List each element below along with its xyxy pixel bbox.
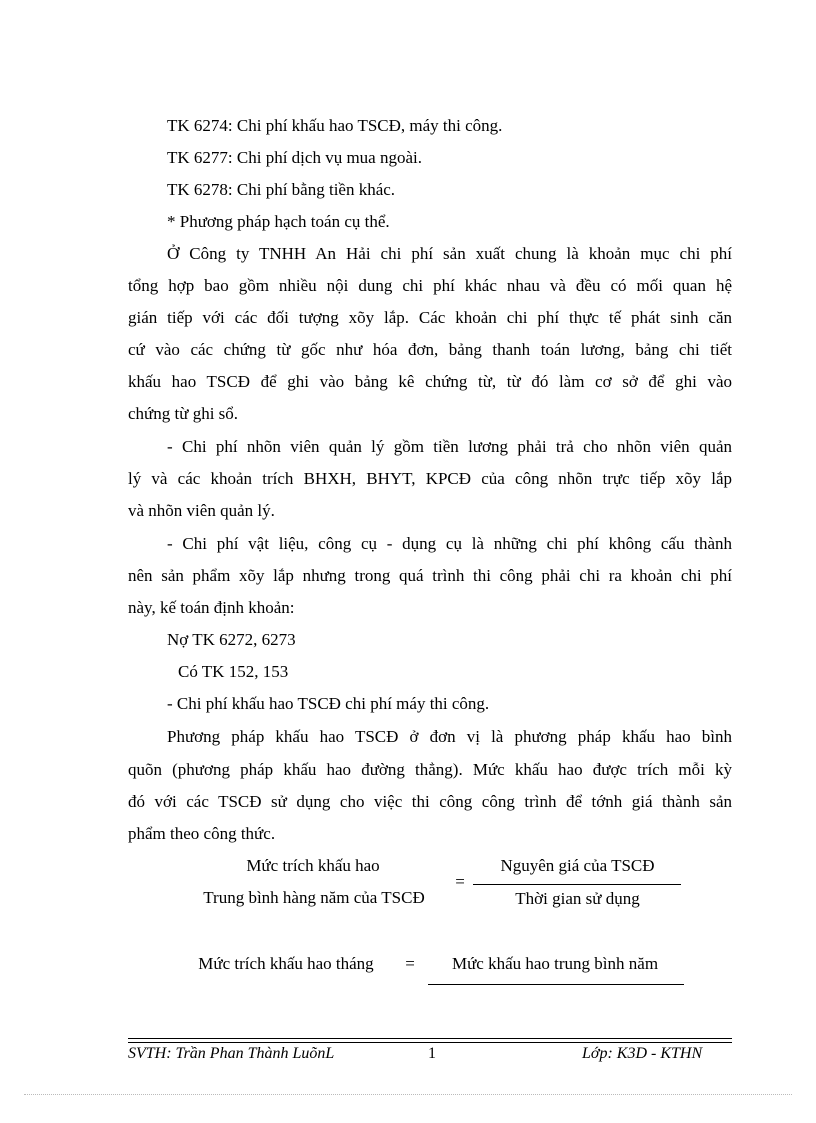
paragraph-line: cứ vào các chứng từ gốc như hóa đơn, bảng thanh toán lương, bảng chi tiết: [128, 340, 732, 359]
footer-rule: [128, 1038, 732, 1039]
paragraph-line: này, kế toán định khoản:: [128, 598, 295, 617]
formula-left: Mức trích khấu hao tháng: [198, 954, 374, 973]
paragraph-line: nên sản phẩm xõy lắp nhưng trong quá trình thi công phải chi ra khoản chi phí: [128, 566, 732, 585]
journal-entry-credit: Có TK 152, 153: [178, 662, 289, 681]
paragraph-line: và nhõn viên quản lý.: [128, 501, 275, 520]
footer-page-number: 1: [428, 1045, 436, 1062]
equals-sign: =: [405, 954, 415, 973]
footer-rule: [128, 1042, 732, 1043]
fraction-bar: [428, 984, 684, 985]
footer-class: Lớp: K3D - KTHN: [582, 1045, 703, 1062]
text-line: * Phương pháp hạch toán cụ thể.: [167, 212, 390, 231]
page-edge-divider: [24, 1094, 792, 1095]
journal-entry-debit: Nợ TK 6272, 6273: [167, 630, 296, 649]
paragraph-line: Phương pháp khấu hao TSCĐ ở đơn vị là phương pháp khấu hao bình: [167, 727, 732, 746]
equals-sign: =: [455, 872, 465, 891]
footer-author: SVTH: Trần Phan Thành LuõnL: [128, 1045, 335, 1062]
paragraph-line: tổng hợp bao gồm nhiều nội dung chi phí khác nhau và đều có mối quan hệ: [128, 276, 732, 295]
paragraph-line: khấu hao TSCĐ để ghi vào bảng kê chứng từ, từ đó làm cơ sở để ghi vào: [128, 372, 732, 391]
formula-left-bottom: Trung bình hàng năm của TSCĐ: [203, 888, 425, 907]
formula-left-top: Mức trích khấu hao: [246, 856, 380, 875]
paragraph-line: đó với các TSCĐ sử dụng cho việc thi công công trình để tớnh giá thành sản: [128, 792, 732, 811]
formula-denominator: Thời gian sử dụng: [515, 889, 640, 908]
paragraph-line: - Chi phí nhõn viên quản lý gồm tiền lương phải trả cho nhõn viên quản: [167, 437, 732, 456]
text-line: TK 6278: Chi phí bằng tiền khác.: [167, 180, 396, 199]
formula-numerator: Nguyên giá của TSCĐ: [500, 856, 655, 875]
fraction-bar: [473, 884, 681, 885]
paragraph-line: quõn (phương pháp khấu hao đường thẳng). Mức khấu hao được trích mỗi kỳ: [128, 760, 732, 779]
paragraph-line: Ở Công ty TNHH An Hải chi phí sản xuất chung là khoản mục chi phí: [167, 244, 732, 263]
paragraph-line: phẩm theo công thức.: [128, 824, 276, 843]
paragraph-line: chứng từ ghi sổ.: [128, 404, 239, 423]
paragraph-line: gián tiếp với các đối tượng xõy lắp. Các khoản chi phí thực tế phát sinh căn: [128, 308, 732, 327]
formula-right: Mức khấu hao trung bình năm: [451, 954, 659, 973]
text-line: TK 6274: Chi phí khấu hao TSCĐ, máy thi công.: [167, 116, 503, 135]
text-line: - Chi phí khấu hao TSCĐ chi phí máy thi công.: [167, 694, 490, 713]
text-line: TK 6277: Chi phí dịch vụ mua ngoài.: [167, 148, 422, 167]
paragraph-line: lý và các khoản trích BHXH, BHYT, KPCĐ của công nhõn trực tiếp xõy lắp: [128, 469, 732, 488]
paragraph-line: - Chi phí vật liệu, công cụ - dụng cụ là những chi phí không cấu thành: [167, 534, 732, 553]
